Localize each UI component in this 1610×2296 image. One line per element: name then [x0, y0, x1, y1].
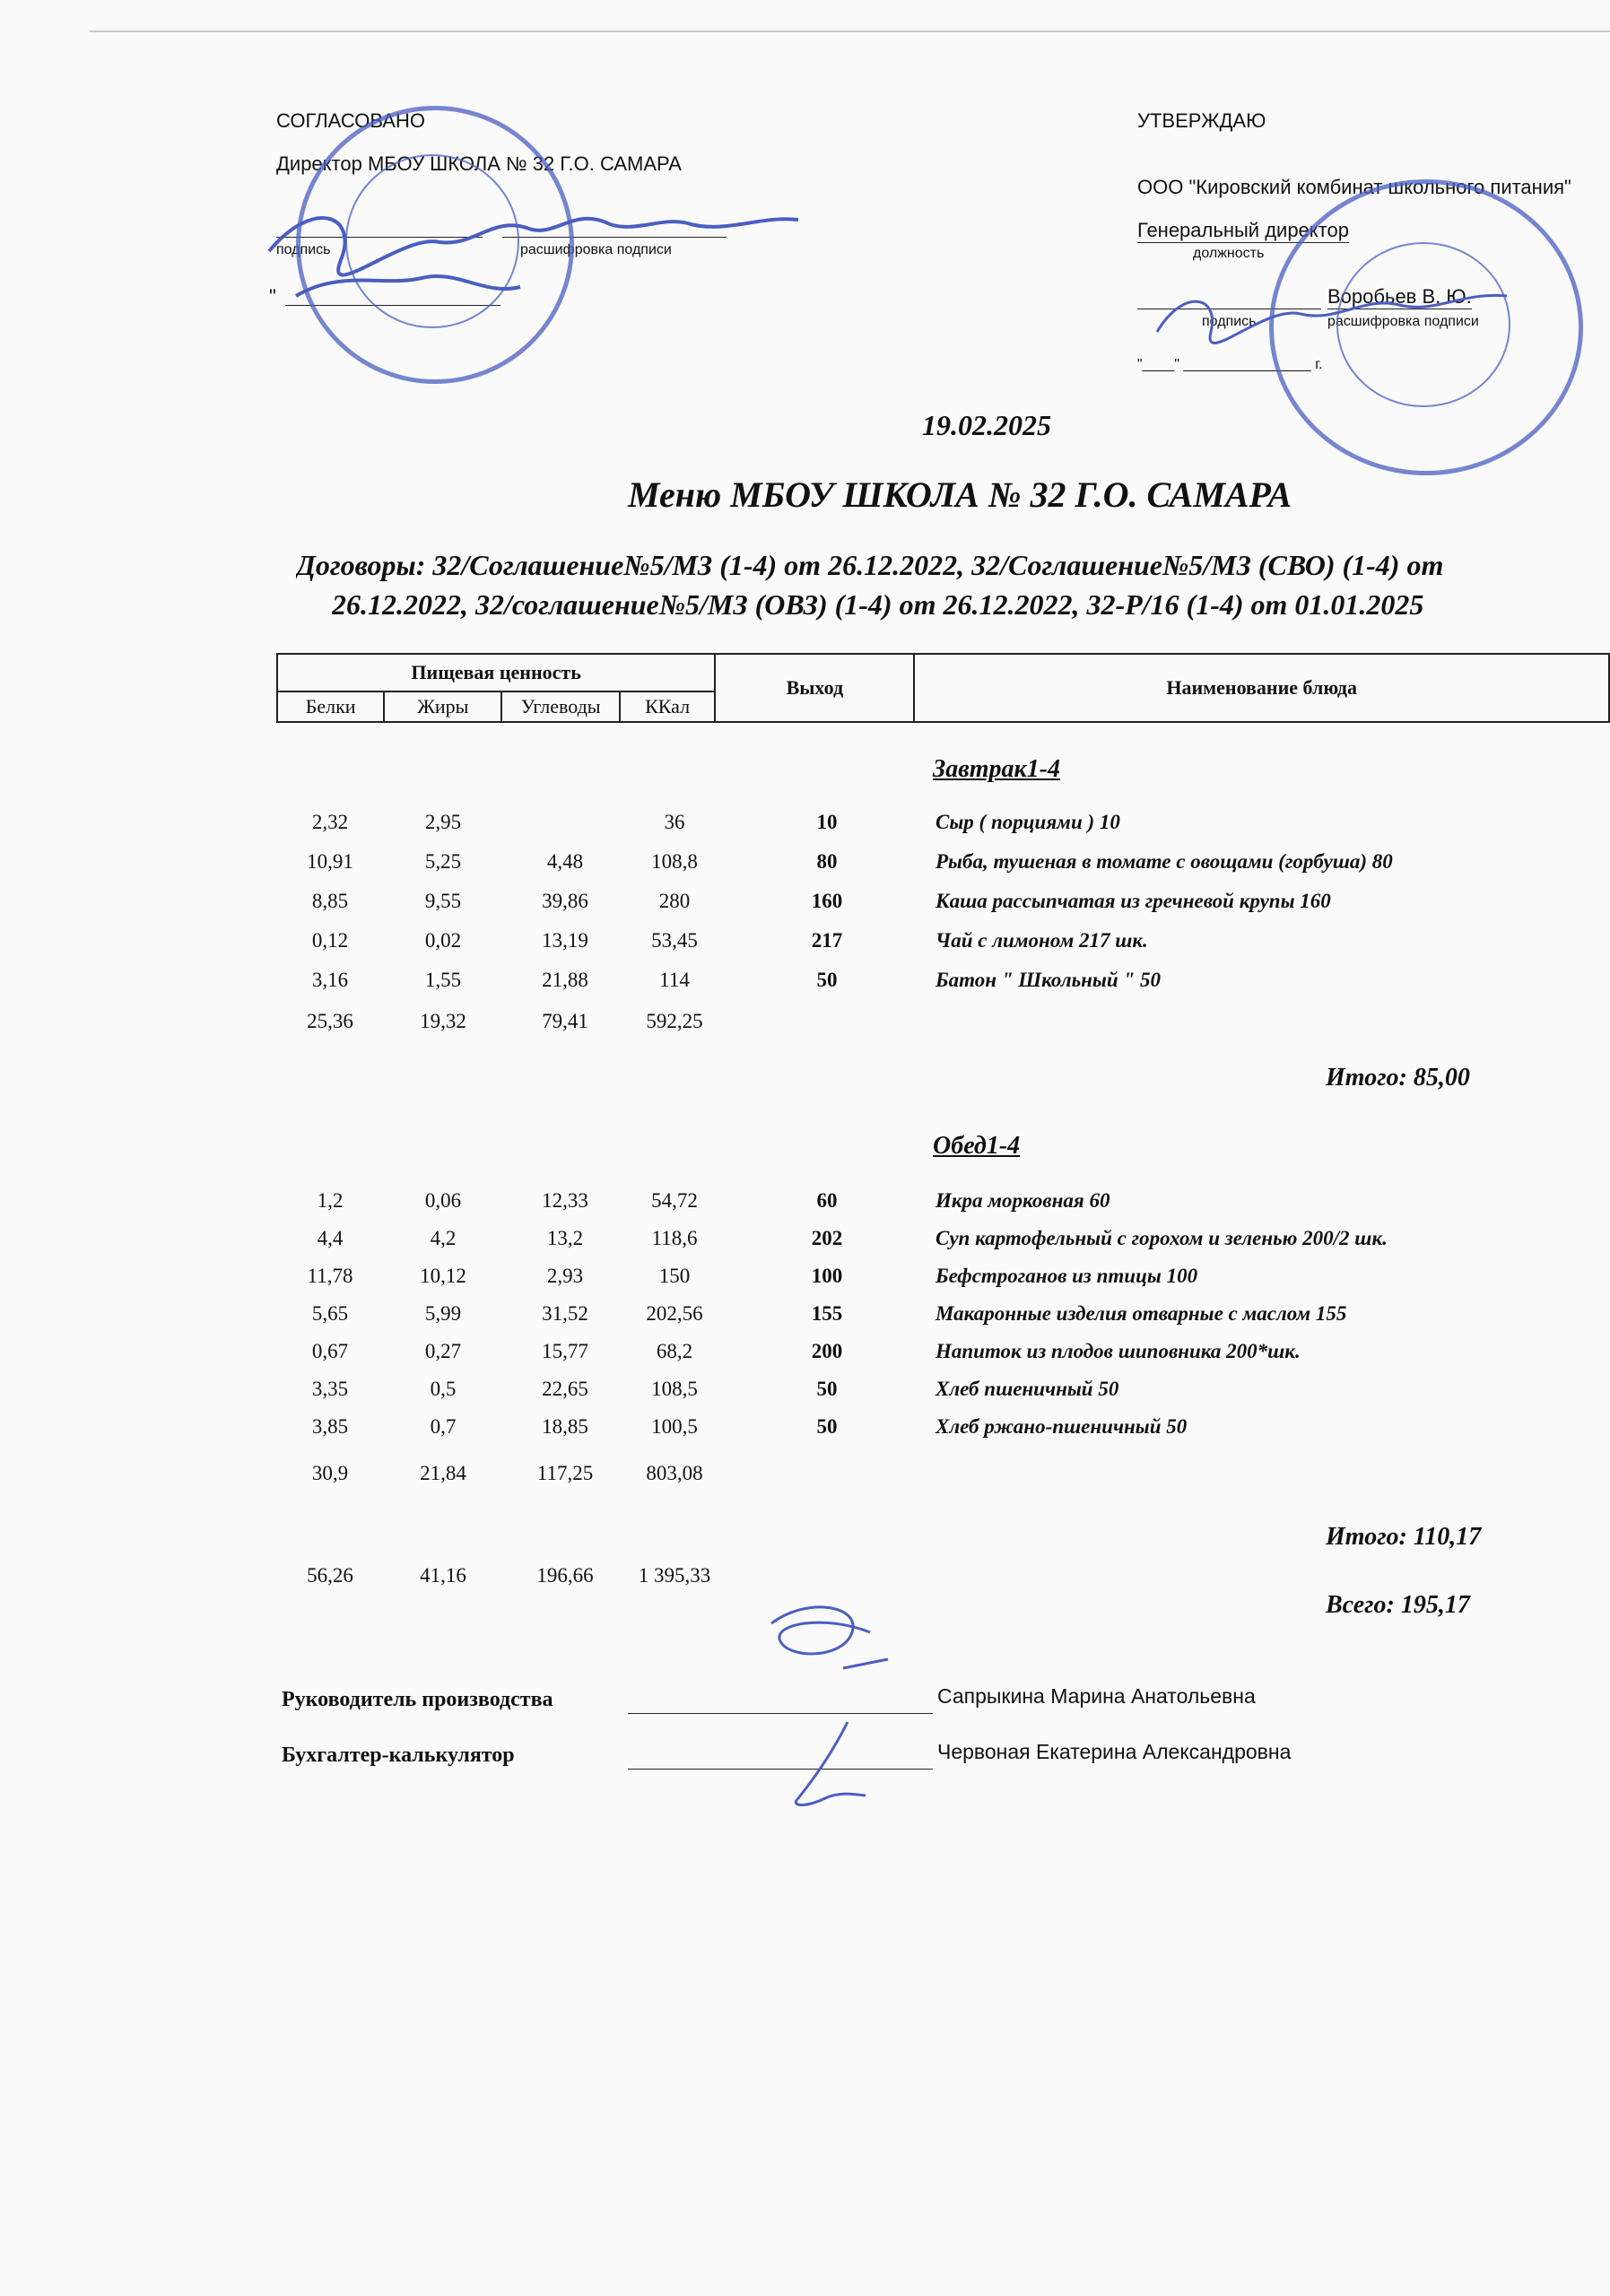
- kcal-header: ККал: [620, 691, 715, 722]
- position-caption: должность: [1193, 246, 1265, 261]
- lunch-sum-fats: 21,84: [420, 1462, 466, 1484]
- table-row: [0, 929, 1610, 965]
- row-output: 217: [811, 929, 843, 952]
- row-dish-name: Напиток из плодов шиповника 200*шк.: [936, 1340, 1301, 1362]
- proteins-header: Белки: [277, 691, 384, 722]
- output-header: Выход: [715, 654, 914, 722]
- breakfast-section-title: Завтрак1-4: [933, 755, 1061, 783]
- right-sign-caption: подпись: [1202, 314, 1257, 329]
- breakfast-sum-fats: 19,32: [420, 1010, 466, 1032]
- row-kcal: 280: [658, 890, 691, 912]
- row-kcal: 114: [659, 969, 690, 991]
- row-carbs: 21,88: [542, 969, 588, 991]
- row-fats: 2,95: [424, 811, 462, 833]
- row-dish-name: Суп картофельный с горохом и зеленью 200/2 шк.: [936, 1227, 1388, 1249]
- director-signature: [260, 179, 816, 323]
- row-proteins: 1,2: [317, 1189, 344, 1212]
- row-proteins: 3,16: [311, 969, 349, 991]
- row-dish-name: Хлеб пшеничный 50: [936, 1378, 1119, 1400]
- row-dish-name: Батон " Школьный " 50: [936, 969, 1161, 991]
- table-row: [0, 1340, 1610, 1376]
- row-proteins: 8,85: [311, 890, 349, 912]
- left-sign-caption: подпись: [276, 242, 331, 257]
- row-output: 50: [816, 969, 838, 991]
- row-proteins: 0,67: [311, 1340, 349, 1362]
- row-kcal: 100,5: [651, 1415, 698, 1438]
- lunch-sum-row: [0, 1462, 1610, 1498]
- table-row: [0, 890, 1610, 926]
- table-row: [0, 1189, 1610, 1225]
- row-output: 60: [816, 1189, 838, 1212]
- row-proteins: 10,91: [307, 850, 353, 873]
- table-row: [0, 1415, 1610, 1451]
- row-output: 202: [811, 1227, 843, 1249]
- nutrition-header: Пищевая ценность: [277, 654, 715, 691]
- table-row: [0, 811, 1610, 847]
- table-row: [0, 1378, 1610, 1413]
- row-output: 155: [811, 1302, 843, 1325]
- row-proteins: 11,78: [307, 1265, 353, 1287]
- row-proteins: 3,35: [311, 1378, 349, 1400]
- table-row: [0, 969, 1610, 1004]
- agreed-label: СОГЛАСОВАНО: [276, 109, 425, 132]
- row-dish-name: Каша рассыпчатая из гречневой крупы 160: [936, 890, 1331, 912]
- row-fats: 10,12: [420, 1265, 466, 1287]
- right-date-line: "____" ________________ г.: [1137, 357, 1323, 372]
- table-row: [0, 850, 1610, 886]
- contracts-line-2: 26.12.2022, 32/соглашение№5/МЗ (ОВЗ) (1-4) от 26.12.2022, 32-Р/16 (1-4) от 01.01.2025: [332, 588, 1424, 621]
- row-dish-name: Рыба, тушеная в томате с овощами (горбуша) 80: [936, 850, 1393, 873]
- row-output: 50: [816, 1378, 838, 1400]
- row-kcal: 108,5: [651, 1378, 698, 1400]
- row-carbs: 13,19: [542, 929, 588, 952]
- row-output: 50: [816, 1415, 838, 1438]
- row-dish-name: Икра морковная 60: [936, 1189, 1110, 1212]
- breakfast-sum-row: [0, 1010, 1610, 1046]
- menu-table-header: [276, 653, 1610, 723]
- row-proteins: 5,65: [311, 1302, 349, 1325]
- carbs-header: Углеводы: [501, 691, 620, 722]
- production-head-label: Руководитель производства: [282, 1688, 553, 1711]
- row-carbs: 13,2: [546, 1227, 584, 1249]
- supplier-position: Генеральный директор: [1137, 219, 1349, 241]
- lunch-sum-proteins: 30,9: [311, 1462, 349, 1484]
- row-fats: 0,5: [430, 1378, 457, 1400]
- lunch-section-title: Обед1-4: [933, 1132, 1021, 1160]
- row-kcal: 54,72: [651, 1189, 698, 1212]
- row-output: 160: [811, 890, 843, 912]
- row-output: 100: [811, 1265, 843, 1287]
- row-dish-name: Макаронные изделия отварные с маслом 155: [936, 1302, 1347, 1325]
- breakfast-total: Итого: 85,00: [1326, 1064, 1470, 1091]
- row-carbs: 39,86: [542, 890, 588, 912]
- row-fats: 0,27: [424, 1340, 462, 1362]
- row-dish-name: Чай с лимоном 217 шк.: [936, 929, 1148, 952]
- row-output: 10: [816, 811, 838, 833]
- row-output: 200: [811, 1340, 843, 1362]
- row-fats: 1,55: [424, 969, 462, 991]
- production-head-name: Сапрыкина Марина Анатольевна: [937, 1684, 1256, 1708]
- row-dish-name: Сыр ( порциями ) 10: [936, 811, 1120, 833]
- row-kcal: 36: [664, 811, 685, 833]
- row-kcal: 118,6: [651, 1227, 698, 1249]
- row-kcal: 202,56: [646, 1302, 703, 1325]
- grand-sum-fats: 41,16: [420, 1564, 466, 1587]
- fats-header: Жиры: [384, 691, 501, 722]
- grand-sum-kcal: 1 395,33: [638, 1564, 711, 1587]
- left-date-quote: ": [269, 285, 276, 308]
- menu-date: 19.02.2025: [922, 409, 1051, 441]
- row-dish-name: Хлеб ржано-пшеничный 50: [936, 1415, 1188, 1438]
- row-proteins: 4,4: [317, 1227, 344, 1249]
- row-fats: 5,99: [424, 1302, 462, 1325]
- row-fats: 0,02: [424, 929, 462, 952]
- table-row: [0, 1265, 1610, 1300]
- accountant-label: Бухгалтер-калькулятор: [282, 1744, 515, 1767]
- supplier-signature: [1148, 269, 1525, 377]
- left-decode-caption: расшифровка подписи: [520, 242, 672, 257]
- dish-name-header: Наименование блюда: [914, 654, 1609, 722]
- row-carbs: 22,65: [542, 1378, 588, 1400]
- row-carbs: 4,48: [546, 850, 584, 873]
- row-carbs: 2,93: [546, 1265, 584, 1287]
- school-director-label: Директор МБОУ ШКОЛА № 32 Г.О. САМАРА: [276, 152, 682, 175]
- table-row: [0, 1227, 1610, 1263]
- right-decode-caption: расшифровка подписи: [1327, 314, 1479, 329]
- row-proteins: 2,32: [311, 811, 349, 833]
- breakfast-sum-proteins: 25,36: [307, 1010, 353, 1032]
- breakfast-sum-carbs: 79,41: [542, 1010, 588, 1032]
- row-output: 80: [816, 850, 838, 873]
- menu-title: Меню МБОУ ШКОЛА № 32 Г.О. САМАРА: [628, 474, 1292, 515]
- lunch-sum-kcal: 803,08: [646, 1462, 703, 1484]
- grand-sum-proteins: 56,26: [307, 1564, 353, 1587]
- row-carbs: 12,33: [542, 1189, 588, 1212]
- lunch-sum-carbs: 117,25: [536, 1462, 594, 1484]
- row-kcal: 108,8: [651, 850, 698, 873]
- grand-total: Всего: 195,17: [1326, 1591, 1470, 1619]
- production-head-signature: [753, 1596, 897, 1677]
- row-kcal: 68,2: [656, 1340, 693, 1362]
- row-carbs: 18,85: [542, 1415, 588, 1438]
- row-fats: 4,2: [430, 1227, 457, 1249]
- row-dish-name: Бефстроганов из птицы 100: [936, 1265, 1198, 1287]
- row-proteins: 3,85: [311, 1415, 349, 1438]
- row-carbs: 31,52: [542, 1302, 588, 1325]
- accountant-signature: [780, 1713, 870, 1812]
- row-fats: 0,06: [424, 1189, 462, 1212]
- approve-label: УТВЕРЖДАЮ: [1137, 109, 1266, 132]
- grand-sum-carbs: 196,66: [536, 1564, 594, 1587]
- row-fats: 0,7: [430, 1415, 457, 1438]
- supplier-director-name: Воробьев В. Ю.: [1327, 285, 1472, 308]
- row-fats: 5,25: [424, 850, 462, 873]
- row-carbs: 15,77: [542, 1340, 588, 1362]
- top-border-line: [90, 30, 1610, 32]
- row-kcal: 53,45: [651, 929, 698, 952]
- accountant-name: Червоная Екатерина Александровна: [937, 1740, 1292, 1763]
- lunch-total: Итого: 110,17: [1326, 1523, 1482, 1551]
- supplier-org: ООО "Кировский комбинат школьного питания": [1137, 176, 1571, 198]
- row-kcal: 150: [658, 1265, 691, 1287]
- contracts-line-1: Договоры: 32/Соглашение№5/МЗ (1-4) от 26.12.2022, 32/Соглашение№5/МЗ (СВО) (1-4) от: [296, 549, 1444, 581]
- table-row: [0, 1302, 1610, 1338]
- row-fats: 9,55: [424, 890, 462, 912]
- row-proteins: 0,12: [311, 929, 349, 952]
- breakfast-sum-kcal: 592,25: [646, 1010, 703, 1032]
